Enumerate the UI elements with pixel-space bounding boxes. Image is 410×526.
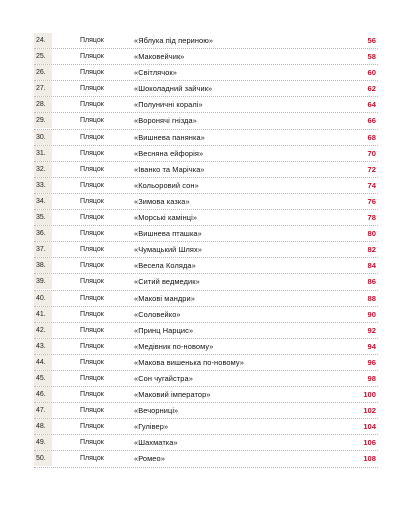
- toc-entry-page-number: 104: [363, 422, 376, 432]
- toc-row: [34, 451, 378, 467]
- toc-entry-title: «Ромео»: [134, 454, 165, 464]
- toc-entry-number: 43.: [34, 339, 52, 354]
- toc-entry-number: 24.: [34, 33, 52, 48]
- toc-entry-title: «Вечорниці»: [134, 406, 179, 416]
- toc-entry-title: «Макова вишенька по-новому»: [134, 357, 244, 367]
- toc-entry-category: Пляцок: [80, 165, 104, 173]
- toc-entry-title: «Воронячі гнізда»: [134, 116, 197, 126]
- toc-entry-category: Пляцок: [80, 278, 104, 286]
- toc-entry-category: Пляцок: [80, 391, 104, 399]
- toc-entry-title: «Полуничні коралі»: [134, 100, 203, 110]
- toc-row: [34, 387, 378, 403]
- toc-entry-page-number: 66: [367, 116, 376, 126]
- toc-entry-category: Пляцок: [80, 262, 104, 270]
- toc-row: [34, 274, 378, 290]
- toc-entry-title: «Чумацький Шлях»: [134, 245, 202, 255]
- toc-row: [34, 97, 378, 113]
- toc-entry-number: 39.: [34, 274, 52, 289]
- toc-row: [34, 194, 378, 210]
- toc-entry-category: Пляцок: [80, 149, 104, 157]
- toc-entry-category: Пляцок: [80, 37, 104, 44]
- toc-row: [34, 210, 378, 226]
- toc-entry-category: Пляцок: [80, 407, 104, 415]
- toc-row: [34, 33, 378, 49]
- toc-entry-page-number: 106: [363, 438, 376, 448]
- toc-row: [34, 178, 378, 194]
- toc-row: [34, 291, 378, 307]
- toc-entry-title: «Шоколадний зайчик»: [134, 84, 213, 94]
- toc-entry-category: Пляцок: [80, 326, 104, 334]
- toc-row: [34, 81, 378, 97]
- toc-entry-number: 34.: [34, 194, 52, 209]
- toc-entry-number: 48.: [34, 419, 52, 434]
- toc-entry-number: 25.: [34, 49, 52, 64]
- toc-entry-page-number: 76: [367, 196, 376, 206]
- toc-row: [34, 65, 378, 81]
- toc-entry-title: «Макові мандри»: [134, 293, 195, 303]
- toc-entry-category: Пляцок: [80, 455, 104, 463]
- toc-entry-number: 37.: [34, 242, 52, 257]
- toc-entry-page-number: 96: [367, 357, 376, 367]
- toc-row: [34, 419, 378, 435]
- toc-entry-category: Пляцок: [80, 423, 104, 431]
- toc-entry-category: Пляцок: [80, 374, 104, 382]
- toc-entry-number: 31.: [34, 146, 52, 161]
- toc-entry-title: «Вишнева пташка»: [134, 229, 202, 239]
- toc-entry-title: «Зимова казка»: [134, 196, 190, 206]
- toc-entry-category: Пляцок: [80, 294, 104, 302]
- toc-entry-category: Пляцок: [80, 85, 104, 93]
- toc-row: [34, 226, 378, 242]
- toc-entry-category: Пляцок: [80, 197, 104, 205]
- toc-entry-page-number: 70: [367, 148, 376, 158]
- toc-entry-page-number: 102: [363, 406, 376, 416]
- toc-entry-page-number: 100: [363, 390, 376, 400]
- toc-entry-title: «Медівник по-новому»: [134, 341, 214, 351]
- toc-entry-title: «Яблука під периною»: [134, 36, 214, 45]
- toc-entry-number: 29.: [34, 113, 52, 128]
- toc-row: [34, 242, 378, 258]
- toc-entry-number: 32.: [34, 162, 52, 177]
- toc-entry-number: 45.: [34, 371, 52, 386]
- toc-row: [34, 162, 378, 178]
- toc-entry-number: 28.: [34, 97, 52, 112]
- toc-entry-page-number: 56: [367, 36, 376, 45]
- toc-entry-category: Пляцок: [80, 214, 104, 222]
- toc-entry-number: 50.: [34, 451, 52, 466]
- toc-entry-page-number: 72: [367, 164, 376, 174]
- toc-entry-number: 49.: [34, 435, 52, 450]
- toc-entry-page-number: 108: [363, 454, 376, 464]
- toc-entry-page-number: 84: [367, 261, 376, 271]
- toc-entry-page-number: 60: [367, 68, 376, 78]
- toc-entry-title: «Принц Нарцис»: [134, 325, 194, 335]
- toc-entry-number: 44.: [34, 355, 52, 370]
- toc-entry-page-number: 88: [367, 293, 376, 303]
- toc-entry-category: Пляцок: [80, 439, 104, 447]
- toc-row: [34, 355, 378, 371]
- toc-entry-title: «Сон чугайстра»: [134, 373, 193, 383]
- toc-entry-category: Пляцок: [80, 69, 104, 77]
- toc-entry-title: «Гулівер»: [134, 422, 169, 432]
- toc-entry-number: 27.: [34, 81, 52, 96]
- toc-entry-page-number: 62: [367, 84, 376, 94]
- toc-row: [34, 146, 378, 162]
- toc-entry-title: «Світлячок»: [134, 68, 177, 78]
- toc-entry-page-number: 98: [367, 373, 376, 383]
- toc-entry-number: 40.: [34, 291, 52, 306]
- toc-entry-number: 47.: [34, 403, 52, 418]
- toc-entry-page-number: 82: [367, 245, 376, 255]
- toc-entry-page-number: 80: [367, 229, 376, 239]
- toc-entry-category: Пляцок: [80, 246, 104, 254]
- toc-entry-category: Пляцок: [80, 53, 104, 61]
- toc-entry-number: 35.: [34, 210, 52, 225]
- toc-entry-page-number: 90: [367, 309, 376, 319]
- toc-entry-title: «Кольоровий сон»: [134, 180, 199, 190]
- toc-entry-number: 46.: [34, 387, 52, 402]
- toc-entry-title: «Ситий ведмедик»: [134, 277, 200, 287]
- toc-entry-page-number: 94: [367, 341, 376, 351]
- toc-entry-title: «Соловейко»: [134, 309, 181, 319]
- toc-entry-category: Пляцок: [80, 230, 104, 238]
- toc-entry-page-number: 64: [367, 100, 376, 110]
- toc-entry-page-number: 74: [367, 180, 376, 190]
- toc-entry-category: Пляцок: [80, 101, 104, 109]
- toc-entry-number: 26.: [34, 65, 52, 80]
- toc-entry-category: Пляцок: [80, 133, 104, 141]
- toc-row: [34, 113, 378, 129]
- toc-entry-title: «Шахматка»: [134, 438, 178, 448]
- toc-row: [34, 371, 378, 387]
- toc-entry-number: 42.: [34, 323, 52, 338]
- toc-entry-title: «Морські камінці»: [134, 213, 198, 223]
- toc-entry-number: 36.: [34, 226, 52, 241]
- toc-entry-title: «Весняна ейфорія»: [134, 148, 204, 158]
- toc-row: [34, 403, 378, 419]
- toc-entry-title: «Весела Коляда»: [134, 261, 196, 271]
- toc-entry-title: «Маковейчик»: [134, 52, 185, 62]
- toc-row: [34, 130, 378, 146]
- toc-entry-number: 41.: [34, 307, 52, 322]
- toc-entry-category: Пляцок: [80, 342, 104, 350]
- toc-entry-category: Пляцок: [80, 117, 104, 125]
- toc-entry-number: 33.: [34, 178, 52, 193]
- toc-row: [34, 323, 378, 339]
- toc-entry-page-number: 58: [367, 52, 376, 62]
- toc-entry-number: 30.: [34, 130, 52, 145]
- toc-entry-category: Пляцок: [80, 310, 104, 318]
- toc-row: [34, 307, 378, 323]
- toc-entry-page-number: 78: [367, 213, 376, 223]
- toc-entry-title: «Іванко та Марічка»: [134, 164, 205, 174]
- toc-entry-number: 38.: [34, 258, 52, 273]
- table-of-contents: [34, 33, 378, 468]
- toc-row: [34, 49, 378, 65]
- toc-row: [34, 435, 378, 451]
- toc-entry-title: «Вишнева панянка»: [134, 132, 205, 142]
- toc-entry-page-number: 68: [367, 132, 376, 142]
- toc-row: [34, 339, 378, 355]
- toc-entry-title: «Маковий імператор»: [134, 390, 211, 400]
- toc-entry-page-number: 86: [367, 277, 376, 287]
- toc-row: [34, 258, 378, 274]
- toc-entry-page-number: 92: [367, 325, 376, 335]
- toc-entry-category: Пляцок: [80, 358, 104, 366]
- toc-entry-category: Пляцок: [80, 181, 104, 189]
